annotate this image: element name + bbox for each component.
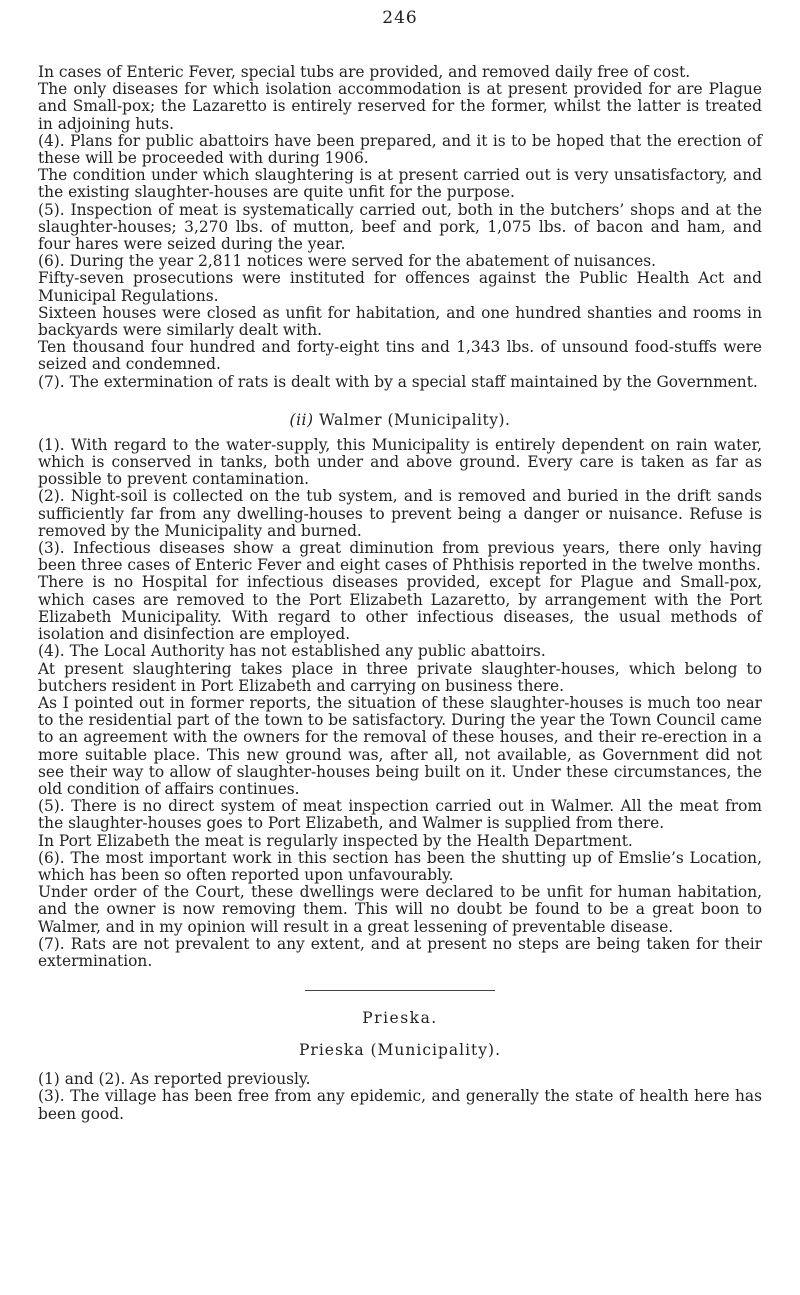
- paragraph: (1). With regard to the water-supply, this Municipality is entirely dependent on rain water, which is conserved in tanks, both under and above ground. Every care is taken as far as possible to prevent contamination.: [38, 435, 762, 489]
- prieska-town-heading: Prieska.: [362, 1009, 438, 1028]
- paragraph: There is no Hospital for infectious diseases provided, except for Plague and Small-pox, which cases are removed to the Port Elizabeth Lazaretto, by arrangement with the Port Elizabeth Municipality. With regard to other infectious diseases, the usual methods of isolation and disinfection are employed.: [38, 573, 762, 644]
- paragraph: (5). There is no direct system of meat inspection carried out in Walmer. All the meat from the slaughter-houses goes to Port Elizabeth, and Walmer is supplied from there.: [38, 797, 762, 833]
- paragraph: Ten thousand four hundred and forty-eight tins and 1,343 lbs. of unsound food-stuffs were seized and condemned.: [38, 338, 762, 374]
- section-one-text: [38, 64, 762, 391]
- paragraph: (3). Infectious diseases show a great diminution from previous years, there only having been three cases of Enteric Fever and eight cases of Phthisis reported in the twelve months.: [38, 539, 762, 575]
- prieska-municipality-heading: Prieska (Municipality).: [299, 1041, 501, 1060]
- walmer-text: [38, 437, 762, 970]
- paragraph: (3). The village has been free from any epidemic, and generally the state of health here has been good.: [38, 1087, 762, 1123]
- paragraph: (4). Plans for public abattoirs have been prepared, and it is to be hoped that the erection of these will be proceeded with during 1906.: [38, 131, 762, 168]
- paragraph: (4). The Local Authority has not established any public abattoirs.: [38, 642, 546, 661]
- paragraph: (5). Inspection of meat is systematically carried out, both in the butchers’ shops and at the slaughter-houses; 3,270 lbs. of mutton, beef and pork, 1,075 lbs. of bacon and ham, and four hares were seized during the year.: [38, 200, 762, 254]
- paragraph: Sixteen houses were closed as unfit for habitation, and one hundred shanties and rooms in backyards were similarly dealt with.: [38, 303, 762, 340]
- paragraph: The only diseases for which isolation accommodation is at present provided for are Plague and Small-pox; the Lazaretto is entirely reserved for the former, whilst the latter is treated in adjoining huts.: [38, 80, 762, 133]
- paragraph: At present slaughtering takes place in three private slaughter-houses, which belong to butchers resident in Port Elizabeth and carrying on business there.: [38, 659, 762, 695]
- walmer-heading-title: Walmer (Municipality).: [318, 410, 511, 429]
- prieska-text: [38, 1071, 762, 1123]
- paragraph: (1) and (2). As reported previously.: [38, 1070, 311, 1089]
- paragraph: (6). During the year 2,811 notices were served for the abatement of nuisances.: [38, 252, 657, 271]
- walmer-heading-number: (ii): [289, 410, 314, 429]
- paragraph: As I pointed out in former reports, the situation of these slaughter-houses is much too near to the residential part of the town to be satisfactory. During the year the Town Council came to an agreement with the owners for the removal of these houses, and their re-erection in a more suitable place. This new ground was, after all, not available, as Government did not see their way to allow of slaughter-houses being built on it. Under these circumstances, the old condition of affairs continues.: [38, 693, 762, 798]
- paragraph: (2). Night-soil is collected on the tub system, and is removed and buried in the drift sands sufficiently far from any dwelling-houses to prevent being a danger or nuisance. Refuse is removed by the Municipality and burned.: [38, 487, 762, 540]
- paragraph: The condition under which slaughtering is at present carried out is very unsatisfactory, and the existing slaughter-houses are quite unfit for the purpose.: [38, 166, 762, 202]
- paragraph: (6). The most important work in this section has been the shutting up of Emslie’s Location, which has been so often reported upon unfavourably.: [38, 848, 762, 884]
- paragraph: In cases of Enteric Fever, special tubs are provided, and removed daily free of cost.: [38, 63, 691, 81]
- paragraph: (7). Rats are not prevalent to any extent, and at present no steps are being taken for their extermination.: [38, 934, 762, 970]
- paragraph: (7). The extermination of rats is dealt with by a special staff maintained by the Government.: [38, 372, 758, 391]
- paragraph: Fifty-seven prosecutions were instituted for offences against the Public Health Act and Municipal Regulations.: [38, 269, 762, 305]
- walmer-heading: [38, 411, 762, 429]
- section-divider: [305, 990, 495, 991]
- page-number: 246: [382, 8, 418, 28]
- paragraph: Under order of the Court, these dwellings were declared to be unfit for human habitation, and the owner is now removing them. This will no doubt be found to be a great boon to Walmer, and in my opinion will result in a great lessening of preventable disease.: [38, 883, 762, 936]
- paragraph: In Port Elizabeth the meat is regularly inspected by the Health Department.: [38, 831, 633, 850]
